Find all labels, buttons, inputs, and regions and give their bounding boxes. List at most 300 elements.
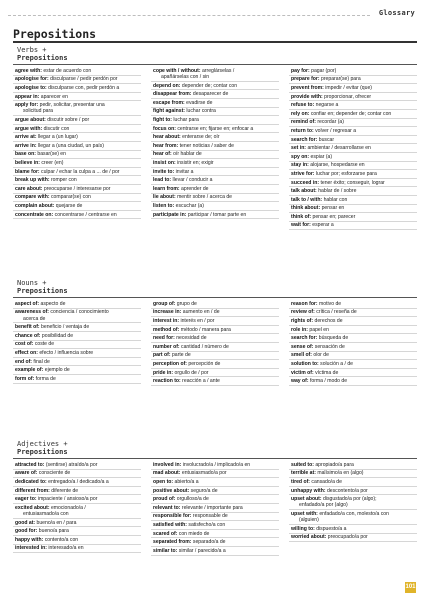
entry-definition: pagar (por) (311, 67, 337, 74)
entry-definition: reacción a / ante (182, 378, 220, 385)
glossary-entry (13, 495, 141, 504)
entry-definition: invitar a (175, 168, 194, 175)
glossary-entry (13, 478, 141, 487)
entry-definition: bueno/a en / para (36, 519, 77, 526)
entry-definition: recordar (a) (317, 119, 344, 126)
glossary-entry (151, 176, 279, 185)
glossary-entry (13, 211, 141, 220)
entry-term: argue about: (15, 116, 46, 123)
glossary-column (13, 67, 141, 230)
glossary-entry (151, 82, 279, 91)
entry-term: participate in: (153, 211, 187, 218)
entry-definition: contento/a con (44, 536, 79, 543)
entry-definition: método / manera para (180, 326, 231, 333)
entry-definition-continued: solicitud para (23, 108, 54, 115)
section-nouns (13, 279, 417, 386)
entry-definition: descontento/a por (326, 487, 368, 494)
entry-definition: necesidad de (176, 335, 207, 342)
entry-term: relevant to: (153, 504, 181, 511)
entry-term: talk about: (291, 188, 317, 195)
entry-definition: cansado/a de (311, 478, 342, 485)
entry-definition: confiar en; depender de; contar con (310, 110, 392, 117)
header-rule (8, 15, 370, 16)
glossary-entry (13, 504, 141, 519)
glossary-column (151, 67, 279, 230)
glossary-entry (289, 360, 417, 369)
entry-definition: forma / modo de (309, 378, 348, 385)
glossary-entry (13, 93, 141, 102)
entry-definition: estar de acuerdo con (43, 67, 92, 74)
entry-term: chance of: (15, 332, 41, 339)
glossary-entry (13, 527, 141, 536)
glossary-entry (151, 334, 279, 343)
entry-term: hear from: (153, 142, 179, 149)
entry-term: base on: (15, 151, 36, 158)
entry-term: interest in: (153, 317, 180, 324)
entry-definition: similar / parecido/a a (178, 547, 226, 554)
entry-definition: hablar con (323, 196, 348, 203)
glossary-entry (151, 185, 279, 194)
entry-definition: coste de (34, 341, 55, 348)
entry-term: reaction to: (153, 378, 181, 385)
glossary-entry (289, 309, 417, 318)
entry-term: argue with: (15, 125, 43, 132)
glossary-entry (289, 205, 417, 214)
entry-term: aware of: (15, 470, 38, 477)
entry-term: happy with: (15, 536, 44, 543)
entry-definition: bueno/a para (38, 528, 69, 535)
entry-definition-continued: (alguien) (299, 517, 319, 524)
glossary-column (289, 461, 417, 556)
entry-definition: evadirse de (186, 99, 213, 106)
entry-definition: preocupado/a por (327, 534, 368, 541)
entry-definition: centrarse en; fijarse en; enfocar a (177, 125, 254, 132)
glossary-entry (13, 323, 141, 332)
entry-term: good for: (15, 528, 38, 535)
entry-term: benefit of: (15, 324, 40, 331)
section-rule (13, 458, 417, 459)
glossary-entry (289, 187, 417, 196)
entry-term: method of: (153, 326, 180, 333)
glossary-entry (13, 142, 141, 151)
glossary-entry (151, 67, 279, 82)
glossary-entry (289, 119, 417, 128)
entry-definition: entregado/a / dedicado/a a (48, 478, 109, 485)
entry-term: spy on: (291, 153, 310, 160)
glossary-entry (289, 377, 417, 386)
entry-term: return to: (291, 127, 314, 134)
entry-term: stay in: (291, 162, 309, 169)
entry-definition: diferente de (51, 487, 79, 494)
entry-term: hear of: (153, 151, 172, 158)
entry-definition: comparar(se) con (50, 194, 91, 201)
entry-term: need for: (153, 335, 175, 342)
entry-term: suited to: (291, 461, 314, 468)
section-rule (13, 297, 417, 298)
page-title: Prepositions (13, 27, 97, 41)
entry-definition: negarse a (315, 102, 339, 109)
page-header (0, 6, 429, 22)
glossary-entry (289, 67, 417, 76)
entry-term: think of: (291, 213, 312, 220)
entry-term: perception of: (153, 360, 187, 367)
entry-definition: cantidad / número de (181, 343, 229, 350)
entry-definition: responsable de (192, 513, 228, 520)
glossary-column (151, 461, 279, 556)
entry-term: reason for: (291, 300, 318, 307)
entry-definition: alojarse, hospedarse en (310, 162, 365, 169)
glossary-entry (151, 142, 279, 151)
entry-term: positive about: (153, 487, 190, 494)
glossary-entry (151, 530, 279, 539)
glossary-entry (289, 170, 417, 179)
glossary-entry (289, 317, 417, 326)
entry-definition: efecto / influencia sobre (39, 349, 94, 356)
entry-definition: preocuparse / interesarse por (43, 185, 111, 192)
glossary-entry (289, 222, 417, 231)
glossary-entry (151, 495, 279, 504)
glossary-entry (289, 343, 417, 352)
entry-term: awareness of: (15, 309, 49, 316)
glossary-entry (13, 300, 141, 309)
entry-definition-continued: acerca de (23, 315, 46, 322)
entry-term: tired of: (291, 478, 310, 485)
glossary-entry (289, 369, 417, 378)
glossary-entry (289, 144, 417, 153)
entry-definition: interesado/a en (48, 545, 84, 552)
glossary-entry (151, 99, 279, 108)
entry-term: escape from: (153, 99, 185, 106)
entry-definition: final de (33, 358, 50, 365)
entry-definition: aprender de (181, 185, 209, 192)
glossary-entry (151, 309, 279, 318)
entry-term: dedicated to: (15, 478, 47, 485)
glossary-entry (13, 76, 141, 85)
entry-term: talk to / with: (291, 196, 323, 203)
entry-term: example of: (15, 367, 44, 374)
glossary-entry (13, 185, 141, 194)
entry-definition: percepción de (188, 360, 221, 367)
entry-definition: satisfecho/a con (188, 521, 226, 528)
entry-term: satisfied with: (153, 521, 187, 528)
entry-term: refuse to: (291, 102, 315, 109)
entry-term: number of: (153, 343, 180, 350)
glossary-entry (13, 133, 141, 142)
entry-definition: ejemplo de (44, 367, 70, 374)
entry-definition: crítica / reseña de (316, 309, 357, 316)
entry-term: excited about: (15, 504, 50, 511)
entry-definition: grupo de (176, 300, 197, 307)
entry-definition: búsqueda de (318, 335, 349, 342)
entry-definition: espiar (a) (310, 153, 333, 160)
section-heading-line1: Nouns + (17, 279, 47, 287)
glossary-entry (289, 487, 417, 496)
entry-definition: tener éxito; conseguir, lograr (320, 179, 385, 186)
glossary-entry (13, 116, 141, 125)
entry-term: compare with: (15, 194, 50, 201)
entry-term: attracted to: (15, 461, 45, 468)
entry-term: believe in: (15, 159, 40, 166)
entry-definition: beneficio / ventaja de (41, 324, 90, 331)
entry-definition: preparar(se) para (321, 76, 361, 83)
entry-term: scared of: (153, 530, 178, 537)
entry-definition: aumento en / de (182, 309, 220, 316)
entry-definition: llegar a (una ciudad, un país) (37, 142, 104, 149)
entry-term: open to: (153, 478, 174, 485)
entry-definition: parte de (171, 352, 191, 359)
entry-term: separated from: (153, 539, 192, 546)
glossary-columns (13, 300, 417, 386)
glossary-entry (151, 168, 279, 177)
entry-term: pay for: (291, 67, 310, 74)
section-verbs (13, 46, 417, 230)
glossary-column (151, 300, 279, 386)
entry-definition: luchar para (173, 116, 199, 123)
entry-term: different from: (15, 487, 50, 494)
section-heading (13, 279, 417, 295)
entry-term: blame for: (15, 168, 40, 175)
glossary-entry (151, 513, 279, 522)
entry-definition: llegar a (un lugar) (37, 134, 78, 141)
entry-definition-continued: enfadado/a por (algo) (299, 502, 348, 509)
header-label: Glossary (378, 9, 415, 17)
entry-term: provide with: (291, 93, 323, 100)
entry-term: apologise for: (15, 76, 49, 83)
glossary-entry (13, 470, 141, 479)
entry-definition: relevante / importante para (181, 504, 243, 511)
entry-term: succeed in: (291, 179, 320, 186)
entry-term: interested in: (15, 545, 47, 552)
glossary-entry (289, 534, 417, 543)
entry-definition: quejarse de (55, 202, 83, 209)
entry-definition: discutir sobre / por (47, 116, 90, 123)
entry-definition: interés en / por (180, 317, 215, 324)
entry-definition: concentrarse / centrarse en (54, 211, 117, 218)
entry-term: invite to: (153, 168, 175, 175)
entry-definition: solución a / de (320, 360, 354, 367)
entry-definition: separado/a de (192, 539, 226, 546)
glossary-entry (289, 300, 417, 309)
entry-definition: posibilidad de (41, 332, 74, 339)
entry-term: depend on: (153, 82, 181, 89)
glossary-columns (13, 461, 417, 556)
entry-term: end of: (15, 358, 32, 365)
entry-definition: hablar de / sobre (318, 188, 357, 195)
glossary-entry (13, 545, 141, 554)
entry-term: cost of: (15, 341, 34, 348)
entry-definition: discutir con (43, 125, 70, 132)
entry-term: set in: (291, 145, 307, 152)
section-adjectives (13, 440, 417, 556)
entry-term: apologise to: (15, 84, 47, 91)
glossary-entry (13, 375, 141, 384)
glossary-entry (151, 343, 279, 352)
glossary-entry (289, 93, 417, 102)
entry-term: mad about: (153, 470, 181, 477)
entry-definition: orgullo de / por (174, 369, 209, 376)
glossary-entry (151, 317, 279, 326)
entry-definition: papel en (309, 326, 329, 333)
entry-term: hear about: (153, 134, 181, 141)
glossary-entry (289, 196, 417, 205)
entry-definition: luchar contra (186, 108, 216, 115)
entry-definition: víctima de (315, 369, 339, 376)
entry-definition: mentir sobre / acerca de (177, 194, 232, 201)
entry-term: rely on: (291, 110, 310, 117)
entry-term: insist on: (153, 159, 176, 166)
entry-definition: entusiasmado/a por (181, 470, 227, 477)
glossary-column (289, 300, 417, 386)
glossary-entry (151, 360, 279, 369)
entry-term: responsible for: (153, 513, 192, 520)
glossary-entry (13, 309, 141, 324)
entry-definition: olor de (313, 352, 329, 359)
glossary-entry (151, 461, 279, 470)
entry-term: review of: (291, 309, 315, 316)
entry-term: agree with: (15, 67, 42, 74)
entry-term: listen to: (153, 202, 175, 209)
entry-definition: emocionado/a / (50, 504, 86, 511)
glossary-entry (289, 352, 417, 361)
entry-term: upset with: (291, 510, 318, 517)
glossary-entry (13, 168, 141, 177)
entry-definition: enfadado/a con, molesto/a con (319, 510, 389, 517)
glossary-entry (289, 470, 417, 479)
entry-term: complain about: (15, 202, 55, 209)
entry-definition: involucrado/a / implicado/a en (182, 461, 251, 468)
section-heading-line1: Verbs + (17, 46, 47, 54)
entry-term: lead to: (153, 177, 172, 184)
entry-definition: conciencia / conocimiento (50, 309, 109, 316)
entry-term: cope with / without: (153, 67, 201, 74)
entry-definition: aspecto de (40, 300, 66, 307)
glossary-entry (13, 176, 141, 185)
entry-definition: sensación de (314, 343, 345, 350)
glossary-entry (151, 194, 279, 203)
entry-term: disappear from: (153, 91, 192, 98)
entry-definition: desaparecer de (192, 91, 229, 98)
entry-definition: con miedo de (178, 530, 210, 537)
entry-term: learn from: (153, 185, 180, 192)
entry-term: pride in: (153, 369, 174, 376)
entry-term: proud of: (153, 496, 176, 503)
entry-definition: pensar en; parecer (312, 213, 356, 220)
glossary-entry (13, 67, 141, 76)
entry-definition: dispuesto/a a (316, 525, 347, 532)
entry-term: focus on: (153, 125, 176, 132)
entry-definition: disculparse / pedir perdón por (50, 76, 118, 83)
glossary-entry (289, 510, 417, 525)
entry-definition: llevar / conducir a (172, 177, 213, 184)
entry-term: form of: (15, 375, 35, 382)
entry-definition: esperar a (312, 222, 334, 229)
entry-term: group of: (153, 300, 176, 307)
glossary-entry (13, 366, 141, 375)
glossary-entry (151, 202, 279, 211)
entry-term: wait for: (291, 222, 311, 229)
entry-term: prevent from: (291, 84, 324, 91)
glossary-columns (13, 67, 417, 230)
entry-term: similar to: (153, 547, 178, 554)
entry-term: fight to: (153, 116, 172, 123)
glossary-entry (151, 547, 279, 556)
glossary-entry (151, 125, 279, 134)
entry-definition: impaciente / ansioso/a por (37, 496, 98, 503)
section-rule (13, 64, 417, 65)
entry-definition: luchar por; esforzarse para (315, 170, 377, 177)
glossary-entry (151, 90, 279, 99)
glossary-entry (289, 136, 417, 145)
entry-term: terrible at: (291, 470, 316, 477)
entry-term: arrive at: (15, 134, 37, 141)
glossary-entry (13, 536, 141, 545)
glossary-entry (13, 84, 141, 93)
glossary-entry (13, 487, 141, 496)
entry-term: role in: (291, 326, 308, 333)
glossary-column (13, 300, 141, 386)
glossary-entry (151, 133, 279, 142)
entry-definition: oír hablar de (173, 151, 202, 158)
glossary-entry (289, 334, 417, 343)
glossary-entry (289, 525, 417, 534)
entry-definition: proporcionar, ofrecer (324, 93, 372, 100)
section-heading-line2: Prepositions (17, 54, 68, 62)
entry-definition: arreglárselas / (201, 67, 235, 74)
glossary-entry (13, 202, 141, 211)
entry-term: smell of: (291, 352, 312, 359)
entry-term: good at: (15, 519, 36, 526)
glossary-entry (151, 352, 279, 361)
entry-definition: consciente de (38, 470, 71, 477)
glossary-entry (151, 116, 279, 125)
glossary-column (289, 67, 417, 230)
entry-term: solution to: (291, 360, 319, 367)
section-heading-line2: Prepositions (17, 448, 68, 456)
entry-definition: motivo de (319, 300, 342, 307)
glossary-entry (289, 461, 417, 470)
glossary-entry (289, 179, 417, 188)
entry-definition: basar(se) en (37, 151, 66, 158)
entry-definition: romper con (50, 177, 77, 184)
entry-term: increase in: (153, 309, 182, 316)
glossary-entry (289, 326, 417, 335)
section-heading (13, 46, 417, 62)
glossary-entry (151, 478, 279, 487)
glossary-entry (151, 521, 279, 530)
entry-term: lie about: (153, 194, 176, 201)
glossary-entry (289, 127, 417, 136)
entry-term: break up with: (15, 177, 50, 184)
glossary-entry (13, 349, 141, 358)
entry-definition: tener noticias / saber de (179, 142, 234, 149)
entry-definition: disgustado/a por (algo); (322, 496, 377, 503)
glossary-entry (13, 358, 141, 367)
entry-term: search for: (291, 136, 318, 143)
entry-term: sense of: (291, 343, 314, 350)
glossary-entry (289, 101, 417, 110)
entry-term: fight against: (153, 108, 185, 115)
entry-definition: insistir en; exigir (177, 159, 214, 166)
entry-definition: volver / regresar a (315, 127, 357, 134)
entry-definition: pensar en (321, 205, 345, 212)
entry-definition: forma de (35, 375, 56, 382)
glossary-entry (151, 300, 279, 309)
entry-term: involved in: (153, 461, 182, 468)
entry-term: eager to: (15, 496, 37, 503)
entry-term: worried about: (291, 534, 327, 541)
entry-definition: depender de; contar con (181, 82, 238, 89)
entry-definition: orgulloso/a de (176, 496, 209, 503)
